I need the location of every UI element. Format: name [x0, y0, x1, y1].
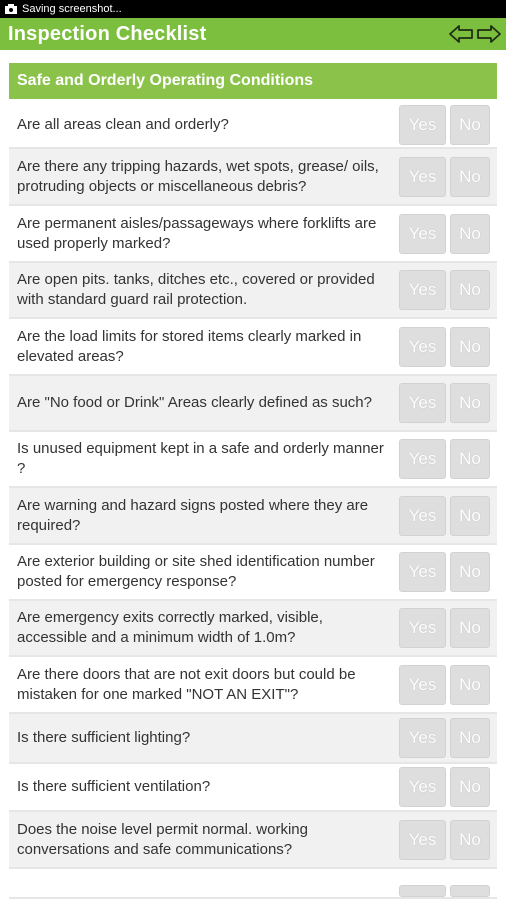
- yes-button[interactable]: Yes: [399, 767, 446, 807]
- answer-buttons: [399, 657, 490, 712]
- question-text: Is there sufficient ventilation?: [17, 778, 211, 795]
- answer-buttons: [399, 812, 490, 867]
- app-header: [0, 18, 506, 50]
- list-item: [9, 764, 497, 812]
- checklist: [9, 102, 497, 899]
- question-text: Is there sufficient lighting?: [17, 729, 191, 746]
- yes-button[interactable]: Yes: [399, 608, 446, 648]
- answer-buttons: [399, 488, 490, 543]
- no-button[interactable]: No: [450, 439, 490, 479]
- list-item: [9, 206, 497, 263]
- section-header: Safe and Orderly Operating Conditions: [9, 63, 497, 99]
- no-button[interactable]: No: [450, 383, 490, 423]
- answer-buttons: [399, 206, 490, 261]
- question-text: Are open pits. tanks, ditches etc., covered or provided with standard guard rail protection.: [17, 271, 375, 308]
- no-button[interactable]: No: [450, 270, 490, 310]
- answer-buttons: [399, 764, 490, 810]
- yes-button[interactable]: Yes: [399, 439, 446, 479]
- list-item: [9, 488, 497, 545]
- yes-button[interactable]: Yes: [399, 157, 446, 197]
- question-text: Are exterior building or site shed identification number posted for emergency response?: [17, 553, 375, 590]
- no-button[interactable]: No: [450, 327, 490, 367]
- list-item: [9, 545, 497, 601]
- question-text: Are "No food or Drink" Areas clearly defined as such?: [17, 394, 372, 411]
- answer-buttons: [399, 102, 490, 147]
- answer-buttons: [399, 432, 490, 486]
- list-item: [9, 869, 497, 899]
- no-button[interactable]: No: [450, 157, 490, 197]
- arrow-right-icon[interactable]: [476, 24, 502, 44]
- status-text: Saving screenshot...: [22, 3, 122, 15]
- arrow-left-icon[interactable]: [448, 24, 474, 44]
- yes-button[interactable]: Yes: [399, 552, 446, 592]
- yes-button[interactable]: Yes: [399, 496, 446, 536]
- yes-button[interactable]: Yes: [399, 327, 446, 367]
- list-item: [9, 149, 497, 206]
- navigation-arrows: [448, 24, 502, 44]
- yes-button[interactable]: Yes: [399, 270, 446, 310]
- yes-button[interactable]: Yes: [399, 820, 446, 860]
- list-item: [9, 657, 497, 714]
- answer-buttons: [399, 545, 490, 599]
- no-button[interactable]: No: [450, 214, 490, 254]
- question-text: Is unused equipment kept in a safe and orderly manner ?: [17, 440, 384, 477]
- no-button[interactable]: No: [450, 552, 490, 592]
- question-text: Are there doors that are not exit doors but could be mistaken for one marked "NOT AN EXIT"?: [17, 665, 356, 703]
- yes-button[interactable]: Yes: [399, 383, 446, 423]
- no-button[interactable]: No: [450, 496, 490, 536]
- answer-buttons: [399, 869, 490, 897]
- answer-buttons: [399, 601, 490, 655]
- answer-buttons: [399, 319, 490, 374]
- list-item: [9, 263, 497, 319]
- question-text: Are permanent aisles/passageways where forklifts are used properly marked?: [17, 214, 377, 252]
- yes-button[interactable]: Yes: [399, 665, 446, 705]
- no-button[interactable]: No: [450, 105, 490, 145]
- page-title: Inspection Checklist: [8, 22, 207, 45]
- answer-buttons: [399, 714, 490, 762]
- yes-button[interactable]: Yes: [399, 214, 446, 254]
- list-item: [9, 714, 497, 764]
- list-item: [9, 376, 497, 432]
- question-text: Are warning and hazard signs posted where they are required?: [17, 496, 369, 534]
- question-text: Are all areas clean and orderly?: [17, 115, 229, 133]
- answer-buttons: [399, 149, 490, 204]
- list-item: [9, 812, 497, 869]
- no-button[interactable]: No: [450, 820, 490, 860]
- question-text: Are there any tripping hazards, wet spots, grease/ oils, protruding objects or miscellaneous debris?: [17, 157, 379, 195]
- no-button[interactable]: No: [450, 665, 490, 705]
- status-bar: [0, 0, 506, 18]
- yes-button[interactable]: [399, 885, 446, 897]
- yes-button[interactable]: Yes: [399, 718, 446, 758]
- list-item: [9, 102, 497, 149]
- question-text: Are emergency exits correctly marked, visible, accessible and a minimum width of 1.0m?: [17, 609, 323, 646]
- no-button[interactable]: No: [450, 608, 490, 648]
- question-text: Does the noise level permit normal. working conversations and safe communications?: [17, 820, 308, 858]
- answer-buttons: [399, 263, 490, 317]
- no-button[interactable]: [450, 885, 490, 897]
- no-button[interactable]: No: [450, 718, 490, 758]
- list-item: [9, 319, 497, 376]
- list-item: [9, 601, 497, 657]
- screenshot-icon: [4, 3, 18, 15]
- yes-button[interactable]: Yes: [399, 105, 446, 145]
- list-item: [9, 432, 497, 488]
- no-button[interactable]: No: [450, 767, 490, 807]
- question-text: Are the load limits for stored items clearly marked in elevated areas?: [17, 327, 362, 365]
- answer-buttons: [399, 376, 490, 430]
